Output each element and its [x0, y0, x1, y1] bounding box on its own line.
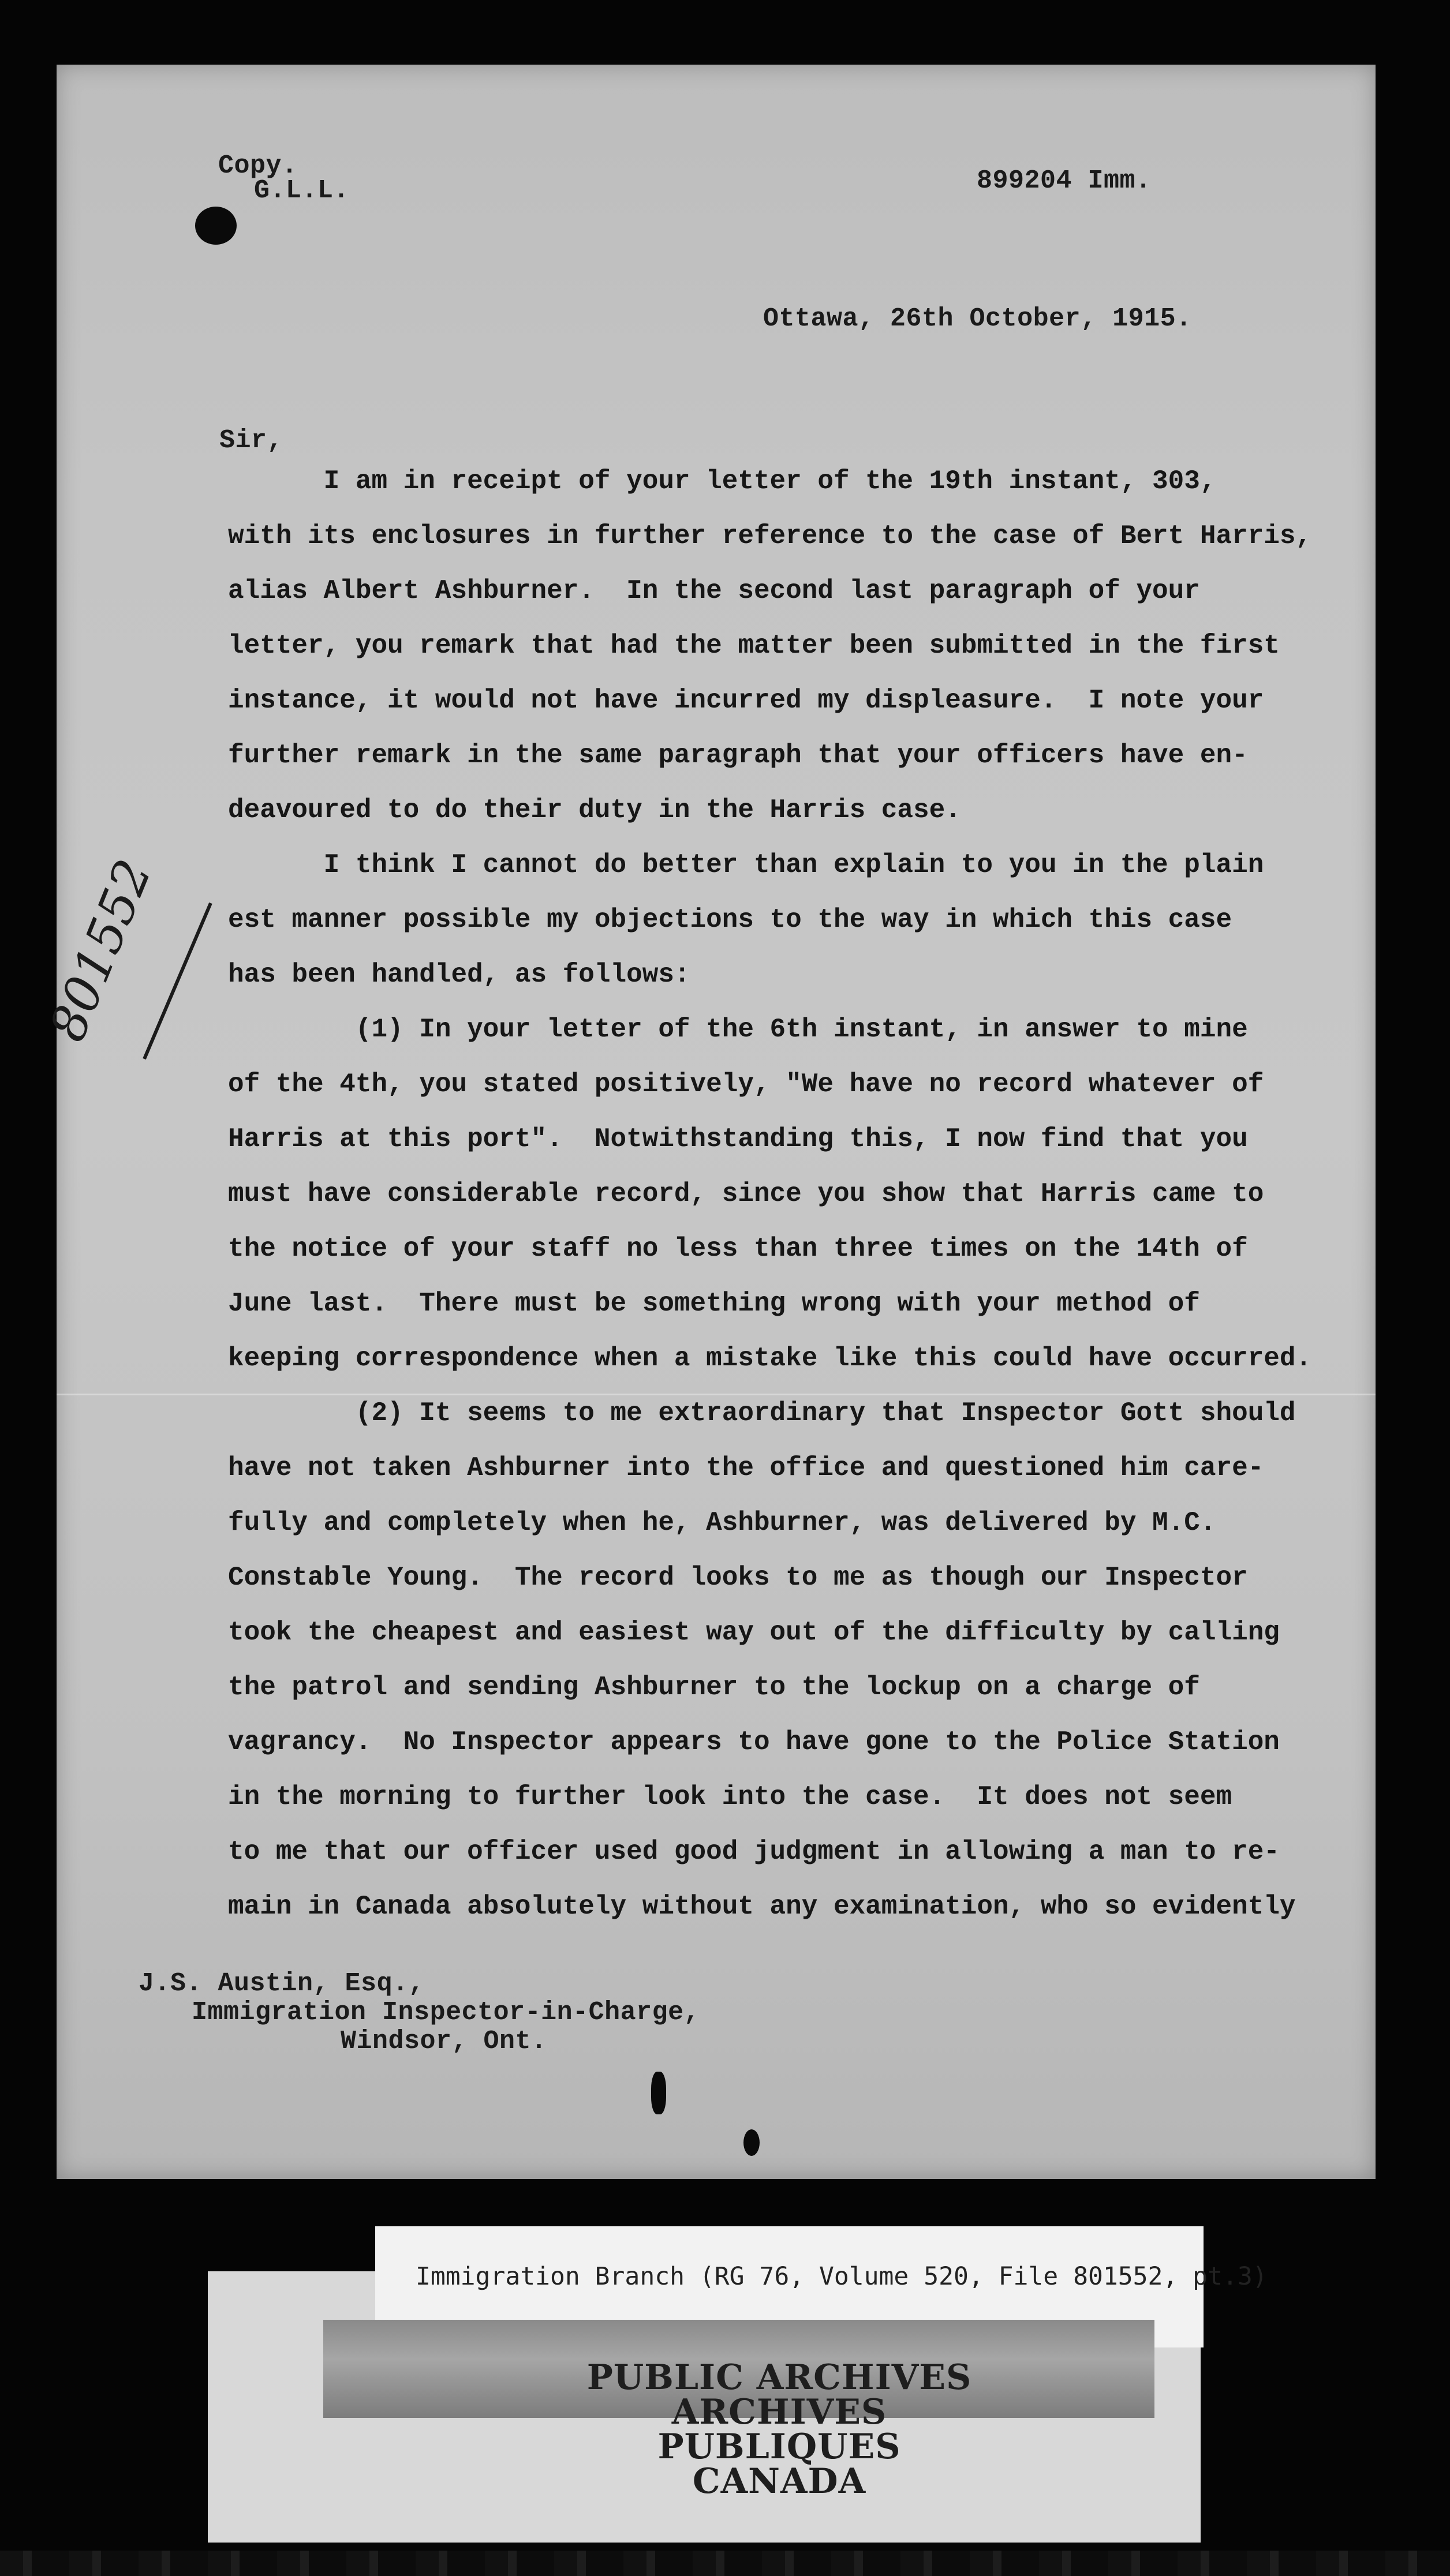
body-line: vagrancy. No Inspector appears to have gone to the Police Station: [228, 1727, 1280, 1757]
body-line: I am in receipt of your letter of the 19th instant, 303,: [228, 466, 1216, 496]
stamp-line-1: PUBLIC ARCHIVES: [586, 2357, 972, 2398]
margin-note-text: 801552: [38, 852, 163, 1049]
ink-blot: [195, 207, 237, 245]
body-line: Harris at this port". Notwithstanding this, I now find that you: [228, 1124, 1248, 1154]
page-fold-line: [57, 1394, 1376, 1395]
stamp-line-3: CANADA: [692, 2461, 866, 2502]
body-line: June last. There must be something wrong with your method of: [228, 1289, 1200, 1319]
recipient-title: Immigration Inspector-in-Charge,: [192, 1998, 700, 2027]
body-line: deavoured to do their duty in the Harris case.: [228, 795, 961, 825]
recipient-name: J.S. Austin, Esq.,: [139, 1969, 425, 1998]
body-line: the patrol and sending Ashburner to the lockup on a charge of: [228, 1672, 1200, 1702]
body-line: fully and completely when he, Ashburner, was delivered by M.C.: [228, 1508, 1216, 1538]
body-line: took the cheapest and easiest way out of the difficulty by calling: [228, 1618, 1280, 1648]
copy-mark: Copy.: [218, 151, 298, 181]
file-reference: 899204 Imm.: [977, 166, 1152, 196]
body-line: to me that our officer used good judgment in allowing a man to re-: [228, 1837, 1280, 1867]
body-line: in the morning to further look into the case. It does not seem: [228, 1782, 1232, 1812]
ink-mark: [743, 2129, 760, 2156]
body-line: has been handled, as follows:: [228, 960, 690, 990]
body-line: with its enclosures in further reference to the case of Bert Harris,: [228, 521, 1312, 551]
body-line: instance, it would not have incurred my displeasure. I note your: [228, 686, 1264, 716]
archive-stamp: [548, 2357, 1010, 2502]
body-line: further remark in the same paragraph that your officers have en-: [228, 740, 1248, 770]
body-line: keeping correspondence when a mistake like this could have occurred.: [228, 1343, 1312, 1373]
initials: G.L.L.: [254, 176, 350, 205]
body-line: (2) It seems to me extraordinary that Inspector Gott should: [228, 1398, 1296, 1428]
body-line: main in Canada absolutely without any examination, who so evidently: [228, 1892, 1296, 1922]
body-line: letter, you remark that had the matter been submitted in the first: [228, 631, 1280, 661]
dateline: Ottawa, 26th October, 1915.: [763, 304, 1192, 334]
body-line: Constable Young. The record looks to me as though our Inspector: [228, 1563, 1248, 1593]
ink-mark: [651, 2072, 666, 2114]
archive-label: Immigration Branch (RG 76, Volume 520, File 801552, pt.3): [416, 2262, 1268, 2291]
stamp-line-2: ARCHIVES PUBLIQUES: [657, 2392, 901, 2467]
film-edge: [0, 2551, 1450, 2576]
body-line: alias Albert Ashburner. In the second last paragraph of your: [228, 576, 1200, 606]
body-line: the notice of your staff no less than three times on the 14th of: [228, 1234, 1248, 1264]
body-line: of the 4th, you stated positively, "We have no record whatever of: [228, 1069, 1264, 1099]
body-line: (1) In your letter of the 6th instant, in answer to mine: [228, 1014, 1248, 1044]
handwritten-file-number: [38, 852, 214, 1073]
body-line: est manner possible my objections to the way in which this case: [228, 905, 1232, 935]
body-line: must have considerable record, since you show that Harris came to: [228, 1179, 1264, 1209]
recipient-place: Windsor, Ont.: [341, 2027, 547, 2056]
body-line: have not taken Ashburner into the office and questioned him care-: [228, 1453, 1264, 1483]
body-line: I think I cannot do better than explain to you in the plain: [228, 850, 1264, 880]
salutation: Sir,: [219, 426, 283, 455]
